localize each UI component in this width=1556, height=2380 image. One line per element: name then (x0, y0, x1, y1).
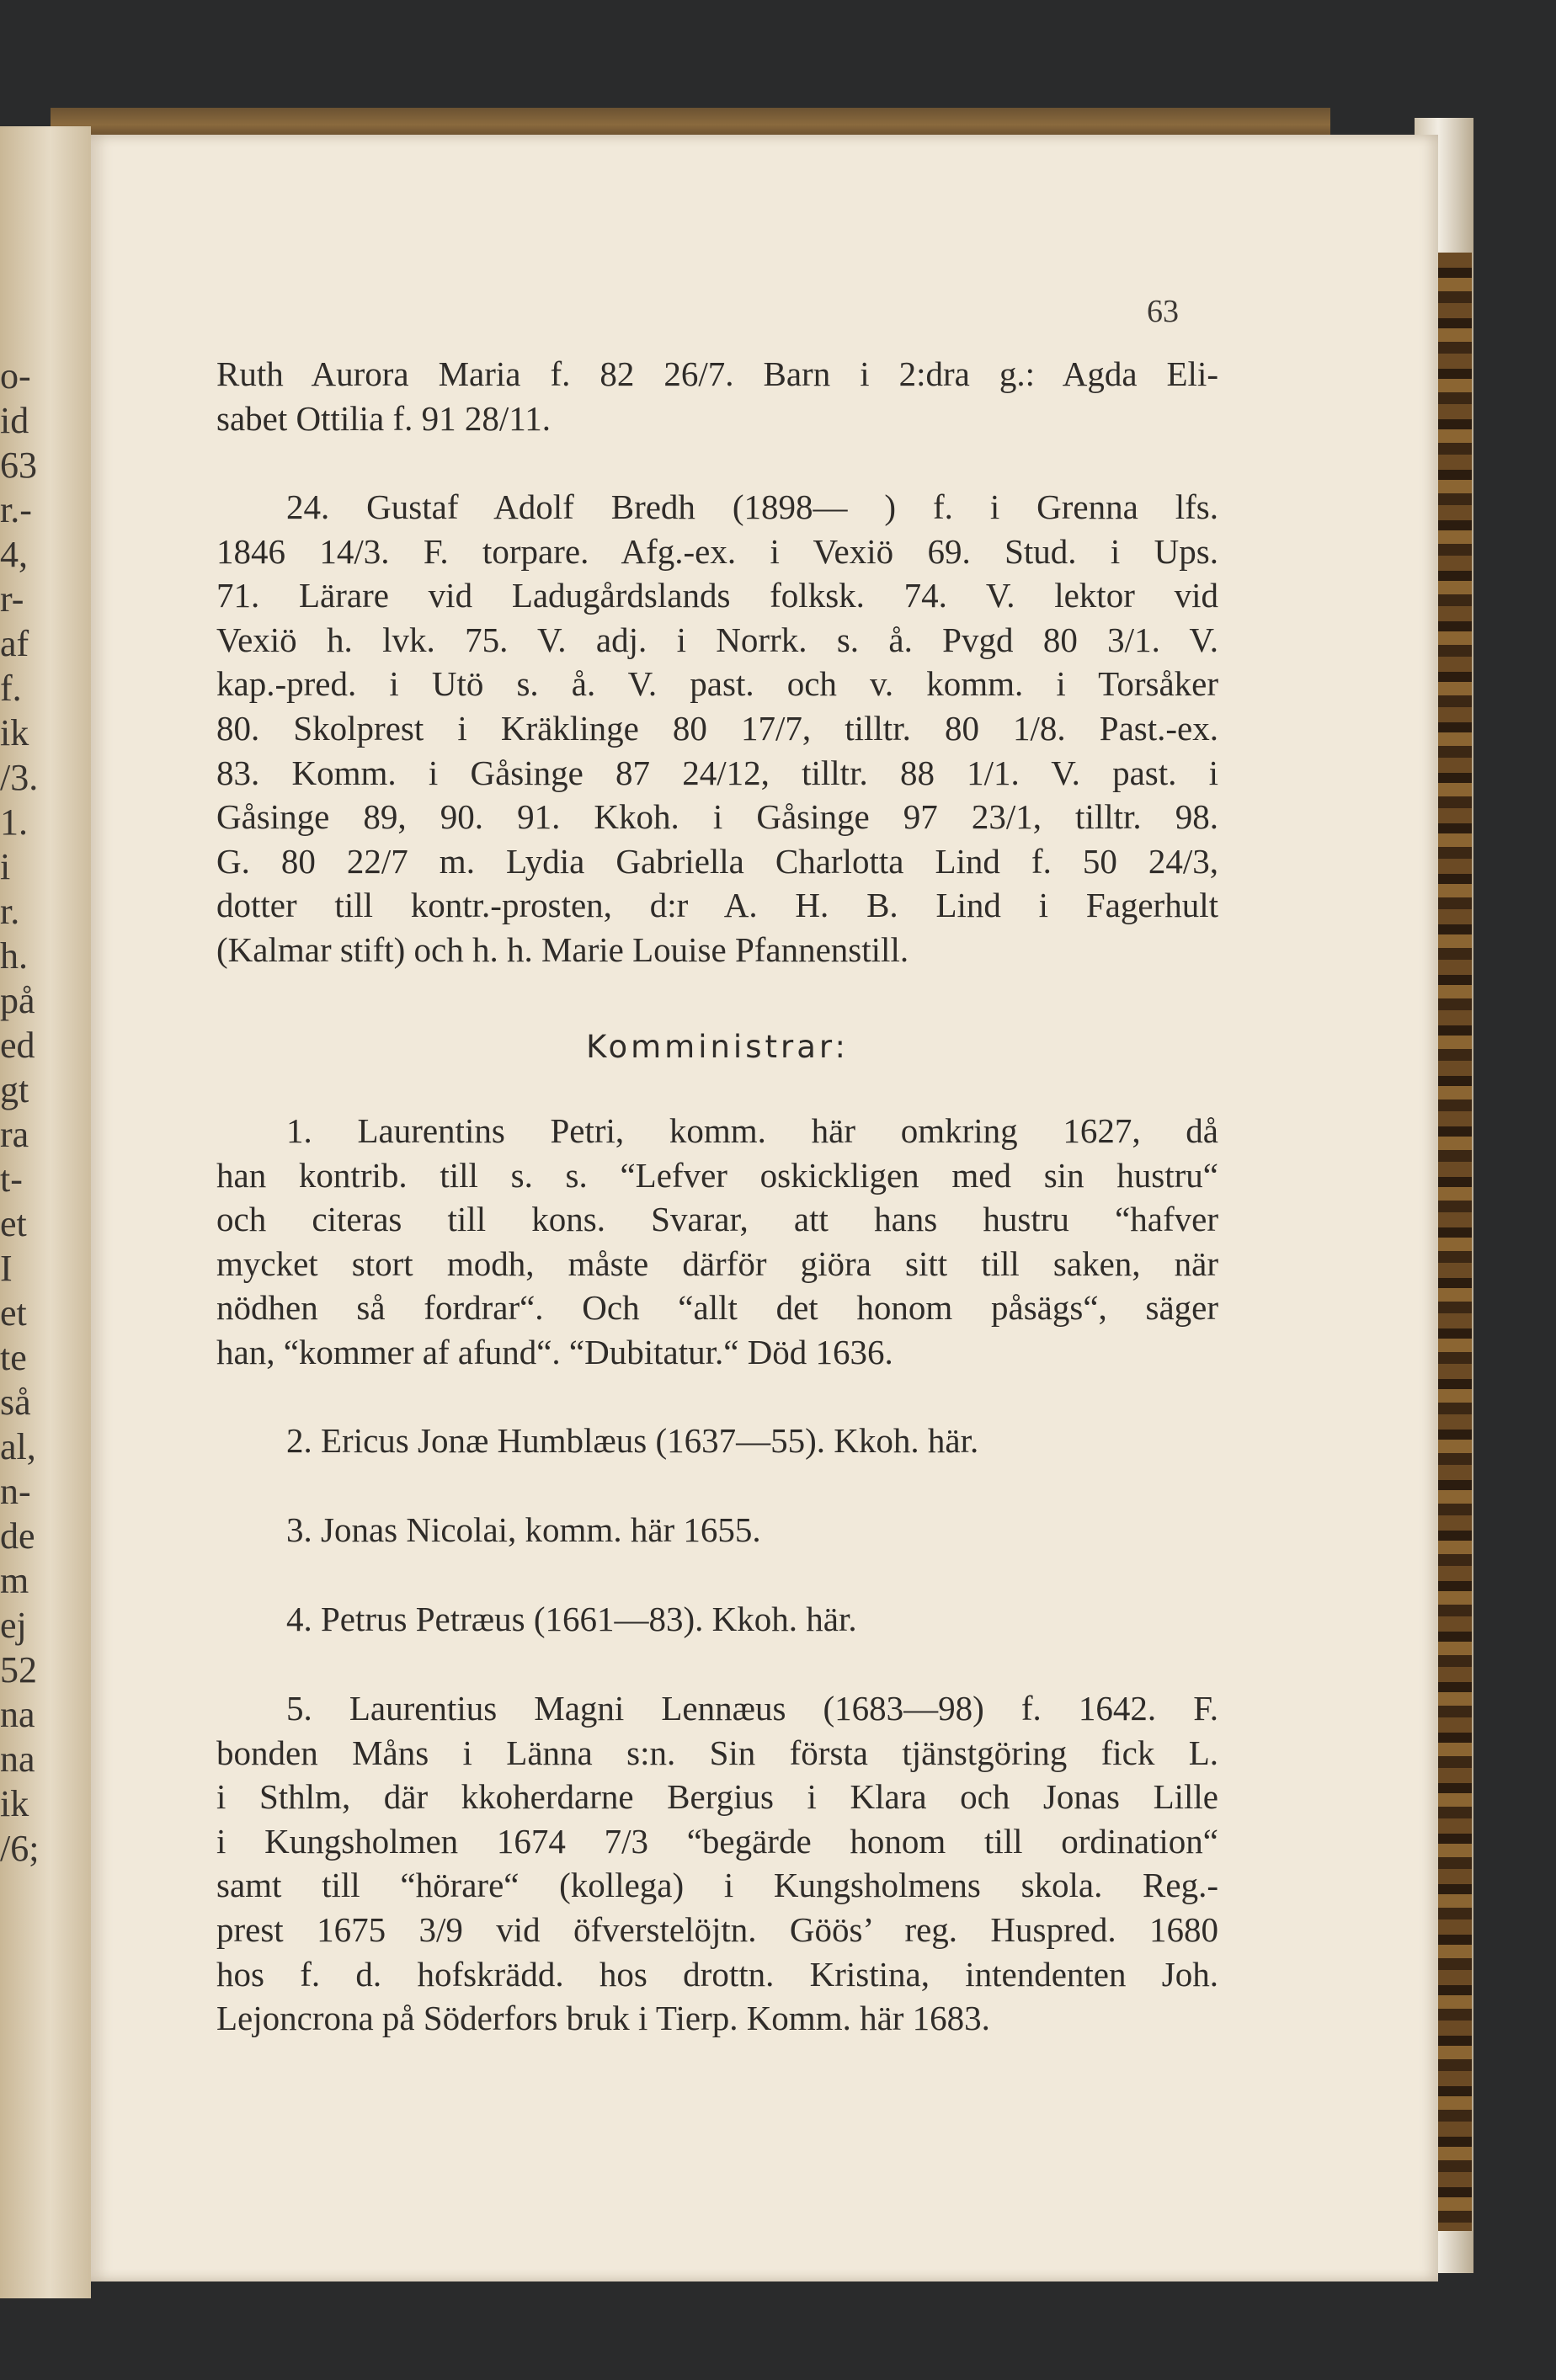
left-margin-fragment: ed (0, 1025, 35, 1066)
entry-24-line: dotter till kontr.-prosten, d:r A. H. B. Lind i Fagerhult (216, 886, 1218, 925)
entry-24-line: Vexiö h. lvk. 75. V. adj. i Norrk. s. å. Pvgd 80 3/1. V. (216, 620, 1218, 659)
left-margin-fragment: te (0, 1337, 27, 1378)
entry-5-line: 5. Laurentius Magni Lennæus (1683—98) f. 1642. F. (286, 1689, 1218, 1728)
left-margin-fragment: ra (0, 1114, 29, 1155)
left-margin-fragment: al, (0, 1426, 36, 1467)
left-margin-fragment: na (0, 1694, 35, 1735)
left-margin-fragment: h. (0, 935, 28, 977)
entry-24-line: Gåsinge 89, 90. 91. Kkoh. i Gåsinge 97 23/1, tilltr. 98. (216, 797, 1218, 837)
entry-5-line: i Sthlm, där kkoherdarne Bergius i Klara och Jonas Lille (216, 1777, 1218, 1817)
entry-5-line: prest 1675 3/9 vid öfverstelöjtn. Göös’ reg. Huspred. 1680 (216, 1909, 1218, 1949)
entry-24-line: 24. Gustaf Adolf Bredh (1898— ) f. i Grenna lfs. (286, 487, 1218, 526)
entry-tail (216, 352, 1218, 440)
entry-tail-line: sabet Ottilia f. 91 28/11. (216, 398, 552, 438)
left-margin-fragment: I (0, 1248, 13, 1289)
left-margin-fragment: r. (0, 891, 20, 932)
left-margin-fragment: o- (0, 355, 31, 397)
left-margin-fragment: r.- (0, 489, 32, 530)
left-margin-fragment: ik (0, 712, 29, 753)
entry-5-line: bonden Måns i Länna s:n. Sin första tjänstgöring fick L. (216, 1733, 1218, 1772)
entry-5-line: samt till “hörare“ (kollega) i Kungsholmens skola. Reg.- (216, 1866, 1218, 1905)
entry-5-line: i Kungsholmen 1674 7/3 “begärde honom till ordination“ (216, 1821, 1218, 1861)
left-margin-fragment: gt (0, 1069, 29, 1110)
entry-24-line: 80. Skolprest i Kräklinge 80 17/7, tilltr. 80 1/8. Past.-ex. (216, 708, 1218, 748)
left-margin-fragment: 52 (0, 1649, 37, 1690)
entry-24-line: 1846 14/3. F. torpare. Afg.-ex. i Vexiö 69. Stud. i Ups. (216, 531, 1218, 571)
entry-24-line: G. 80 22/7 m. Lydia Gabriella Charlotta Lind f. 50 24/3, (216, 841, 1218, 881)
entry-24-line: 83. Komm. i Gåsinge 87 24/12, tilltr. 88 1/1. V. past. i (216, 753, 1218, 792)
left-margin-fragment: i (0, 846, 11, 887)
left-margin-fragment: ik (0, 1783, 29, 1824)
entry-1-line: han, “kommer af afund“. “Dubitatur.“ Död 1636. (216, 1332, 893, 1371)
left-margin-fragment: et (0, 1292, 27, 1334)
left-margin-fragment: ej (0, 1605, 27, 1646)
left-margin-fragment: 63 (0, 445, 37, 486)
entry-1-line: 1. Laurentins Petri, komm. här omkring 1627, då (286, 1111, 1218, 1150)
entry-5-line: hos f. d. hofskrädd. hos drottn. Kristina, intendenten Joh. (216, 1954, 1218, 1994)
entry-1-line: nödhen så fordrar“. Och “allt det honom påsägs“, säger (216, 1288, 1218, 1328)
left-margin-fragment: på (0, 980, 35, 1021)
left-margin-fragment: /6; (0, 1828, 40, 1869)
entry-2-line: 2. Ericus Jonæ Humblæus (1637—55). Kkoh. här. (286, 1421, 979, 1460)
entry-2 (216, 1419, 1218, 1463)
entry-4 (216, 1597, 1218, 1642)
entry-3 (216, 1508, 1218, 1552)
section-heading: Komministrar: (586, 1029, 849, 1065)
entry-24-line: kap.-pred. i Utö s. å. V. past. och v. komm. i Torsåker (216, 664, 1218, 704)
left-margin-fragment: n- (0, 1471, 31, 1512)
entry-1 (216, 1109, 1218, 1375)
left-page-margin-text (0, 354, 84, 2290)
left-margin-fragment: na (0, 1738, 35, 1780)
page-number: 63 (1147, 294, 1179, 329)
left-margin-fragment: t- (0, 1158, 23, 1200)
left-margin-fragment: et (0, 1203, 27, 1244)
entry-tail-line: Ruth Aurora Maria f. 82 26/7. Barn i 2:dra g.: Agda Eli- (216, 354, 1218, 393)
left-margin-fragment: 4, (0, 534, 28, 575)
entry-24-line: 71. Lärare vid Ladugårdslands folksk. 74. V. lektor vid (216, 576, 1218, 615)
left-margin-fragment: de (0, 1515, 35, 1557)
entry-1-line: mycket stort modh, måste därför giöra sitt till saken, när (216, 1243, 1218, 1283)
left-margin-fragment: r- (0, 578, 24, 620)
left-margin-fragment: id (0, 400, 29, 441)
entry-24 (216, 485, 1218, 972)
entry-5 (216, 1686, 1218, 2041)
entry-3-line: 3. Jonas Nicolai, komm. här 1655. (286, 1510, 761, 1549)
left-margin-fragment: f. (0, 668, 22, 709)
entry-1-line: och citeras till kons. Svarar, att hans hustru “hafver (216, 1200, 1218, 1239)
left-margin-fragment: /3. (0, 757, 39, 798)
left-margin-fragment: af (0, 623, 29, 664)
entry-4-line: 4. Petrus Petræus (1661—83). Kkoh. här. (286, 1600, 857, 1638)
entry-1-line: han kontrib. till s. s. “Lefver oskickligen med sin hustru“ (216, 1155, 1218, 1195)
left-margin-fragment: så (0, 1382, 31, 1423)
left-margin-fragment: m (0, 1560, 29, 1601)
entry-5-line: Lejoncrona på Söderfors bruk i Tierp. Komm. här 1683. (216, 1999, 990, 2038)
left-margin-fragment: 1. (0, 801, 28, 843)
entry-24-line: (Kalmar stift) och h. h. Marie Louise Pfannenstill. (216, 929, 909, 969)
